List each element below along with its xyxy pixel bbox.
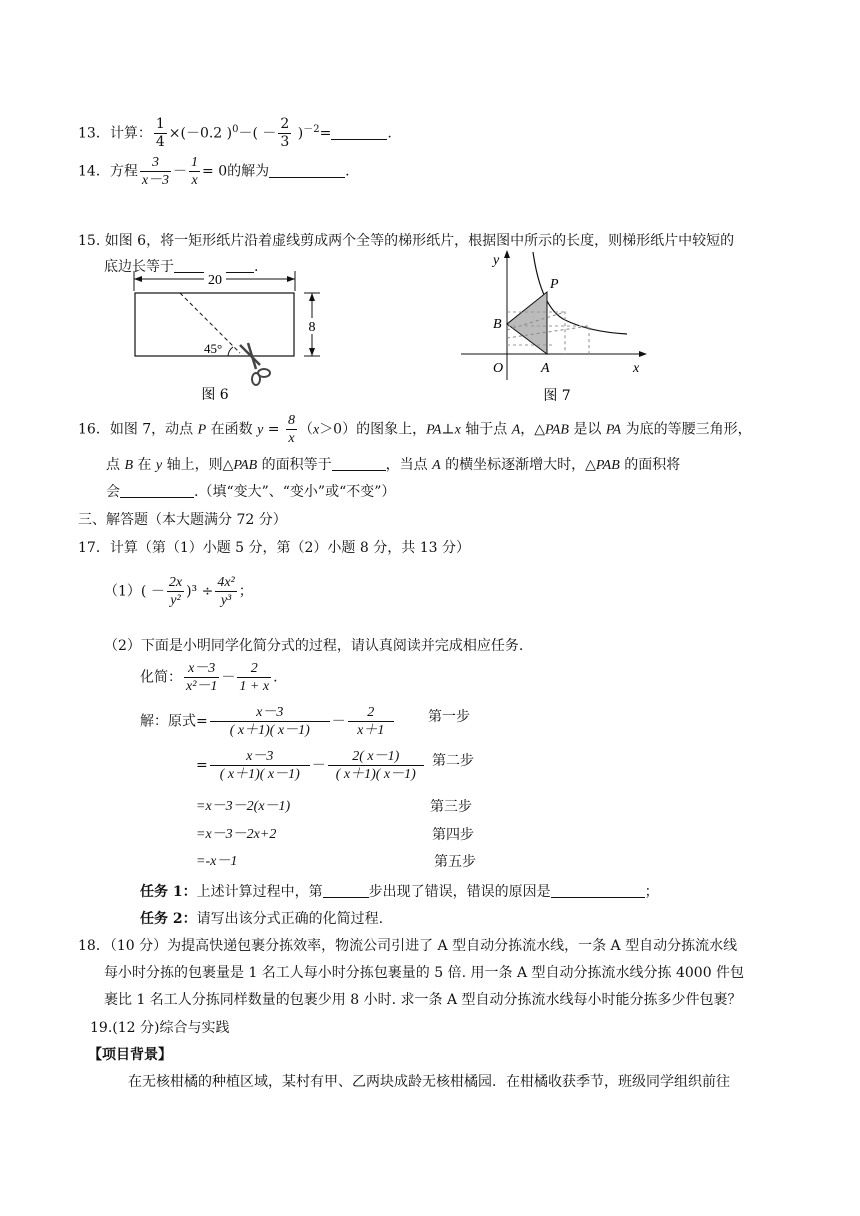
solution-step-2: = $\frac{x-3}{( x+1)( x-1)}$ － $\frac{2( x-1)}{( x+1)( x-1)}$ [196,748,426,783]
step-3-label: 第三步 [430,799,472,815]
answer-blank[interactable] [323,883,369,898]
step-2-label: 第二步 [432,753,474,769]
solution-step-1: 解：原式= $\frac{x-3}{( x+1)( x-1)}$ － $\frac{2}{x+1}$ [140,704,396,739]
fraction: $\frac{2}{1 + x}$ [239,661,270,694]
step-4-label: 第四步 [432,827,474,843]
fraction: $\frac{2}{3}$ [280,116,290,150]
fraction: $\frac{2( x-1)}{( x+1)( x-1)}$ [328,748,424,783]
svg-text:O: O [493,361,504,376]
fraction: $\frac{1}{4}$ [155,116,165,150]
question-16-line-3: 会 .（填“变大”、“变小”或“不变”） [106,484,396,500]
question-17-title: 17．计算（第（1）小题 5 分，第（2）小题 8 分，共 13 分） [78,540,470,556]
height-label: 8 [308,320,316,335]
figure-7-caption: 图 7 [543,388,571,404]
svg-text:y: y [493,253,500,268]
question-17-part-1: （1）( － $\frac{2x}{\text{y²}}$ )³ ÷ $\frac{\text{4x²}}{\text{y³}}$ ； [104,575,253,608]
solution-step-3: =x－3－2(x－1) [196,799,291,814]
arrow-right [287,276,295,282]
question-16-line-2: 点 B 在 y 轴上，则△PAB 的面积等于 ，当点 A 的横坐标逐渐增大时，△PAB 的面积将 [106,457,681,473]
section-3-heading: 三、解答题（本大题满分 72 分） [78,512,287,528]
question-14: 14．方程 $\frac{3}{x-3}$ － $\frac{1}{x}$ = 0的解为 . [78,155,350,188]
answer-blank[interactable] [120,483,194,498]
answer-blank[interactable] [551,883,645,898]
question-18-line-1: 18．（10 分）为提高快递包裹分拣效率，物流公司引进了 A 型自动分拣流水线，一条 A 型自动分拣流水线 [78,938,738,954]
question-17-part-2-intro: （2）下面是小明同学化简分式的过程，请认真阅读并完成相应任务. [104,638,524,654]
solution-step-4: =x－3－2x+2 [196,827,277,842]
answer-blank[interactable] [269,163,345,178]
svg-text:B: B [493,317,502,332]
angle-label: 45° [204,341,223,356]
solution-step-5: =-x－1 [196,854,238,869]
fraction: $\frac{x-3}{( x+1)( x-1)}$ [210,748,310,783]
question-13: 13．计算： $\frac{1}{4}$ ×(－0.2 )$^0$－( － $\frac{2}{3}$ )$^{-2}$= . [78,116,392,150]
fraction: $\frac{1}{x}$ [191,155,199,188]
question-15-line-2: 底边长等于 . [104,259,259,275]
question-18-line-2: 每小时分拣的包裹量是 1 名工人每小时分拣包裹量的 5 倍. 用一条 A 型自动分拣流水线分拣 4000 件包 [104,965,745,981]
question-18-line-3: 裹比 1 名工人分拣同样数量的包裹少用 8 小时. 求一条 A 型自动分拣流水线每小时能分拣多少件包裹？ [104,992,742,1008]
project-background-text: 在无核柑橘的种植区域，某村有甲、乙两块成龄无核柑橘园．在柑橘收获季节，班级同学组织前往 [128,1074,730,1090]
scissors-icon [240,343,270,385]
svg-text:x: x [633,361,640,376]
answer-blank[interactable] [332,456,386,471]
question-15-line-1: 15. 如图 6，将一矩形纸片沿着虚线剪成两个全等的梯形纸片，根据图中所示的长度，则梯形纸片中较短的 [78,233,735,249]
width-label: 20 [208,273,222,288]
arrow-left [134,276,142,282]
step-1-label: 第一步 [428,709,470,725]
question-16-line-1: 16．如图 7，动点 P 在函数 y = $\frac{8}{x}$ （x＞0）的图象上，PA⊥x 轴于点 A，△PAB 是以 PA 为底的等腰三角形， [78,413,752,446]
fraction: $\frac{\text{4x²}}{\text{y³}}$ [217,575,235,608]
svg-text:A: A [541,361,550,376]
task-2: 任务 2：请写出该分式正确的化简过程. [140,911,384,927]
answer-blank[interactable] [331,125,387,140]
svg-text:P: P [550,277,559,292]
fraction: $\frac{x-3}{( x+1)( x-1)}$ [210,704,330,739]
fraction: $\frac{8}{x}$ [287,413,295,446]
simplify-expression: 化简： $\frac{x-3}{\text{x²－1}}$ － $\frac{2}{1 + x}$ . [140,661,278,694]
fraction: $\frac{3}{x-3}$ [141,155,170,188]
figure-6 [120,265,340,405]
project-background-heading: 【项目背景】 [88,1047,172,1063]
step-5-label: 第五步 [434,854,476,870]
task-1: 任务 1：上述计算过程中，第 步出现了错误，错误的原因是 ； [140,884,659,900]
fraction: $\frac{2x}{\text{y²}}$ [168,575,183,608]
fraction: $\frac{x-3}{\text{x²－1}}$ [186,661,218,694]
figure-7 [455,248,655,408]
fraction: $\frac{2}{x+1}$ [348,704,394,739]
question-19-title: 19.(12 分)综合与实践 [90,1020,230,1036]
figure-6-caption: 图 6 [201,387,229,403]
angle-arc [228,347,233,356]
